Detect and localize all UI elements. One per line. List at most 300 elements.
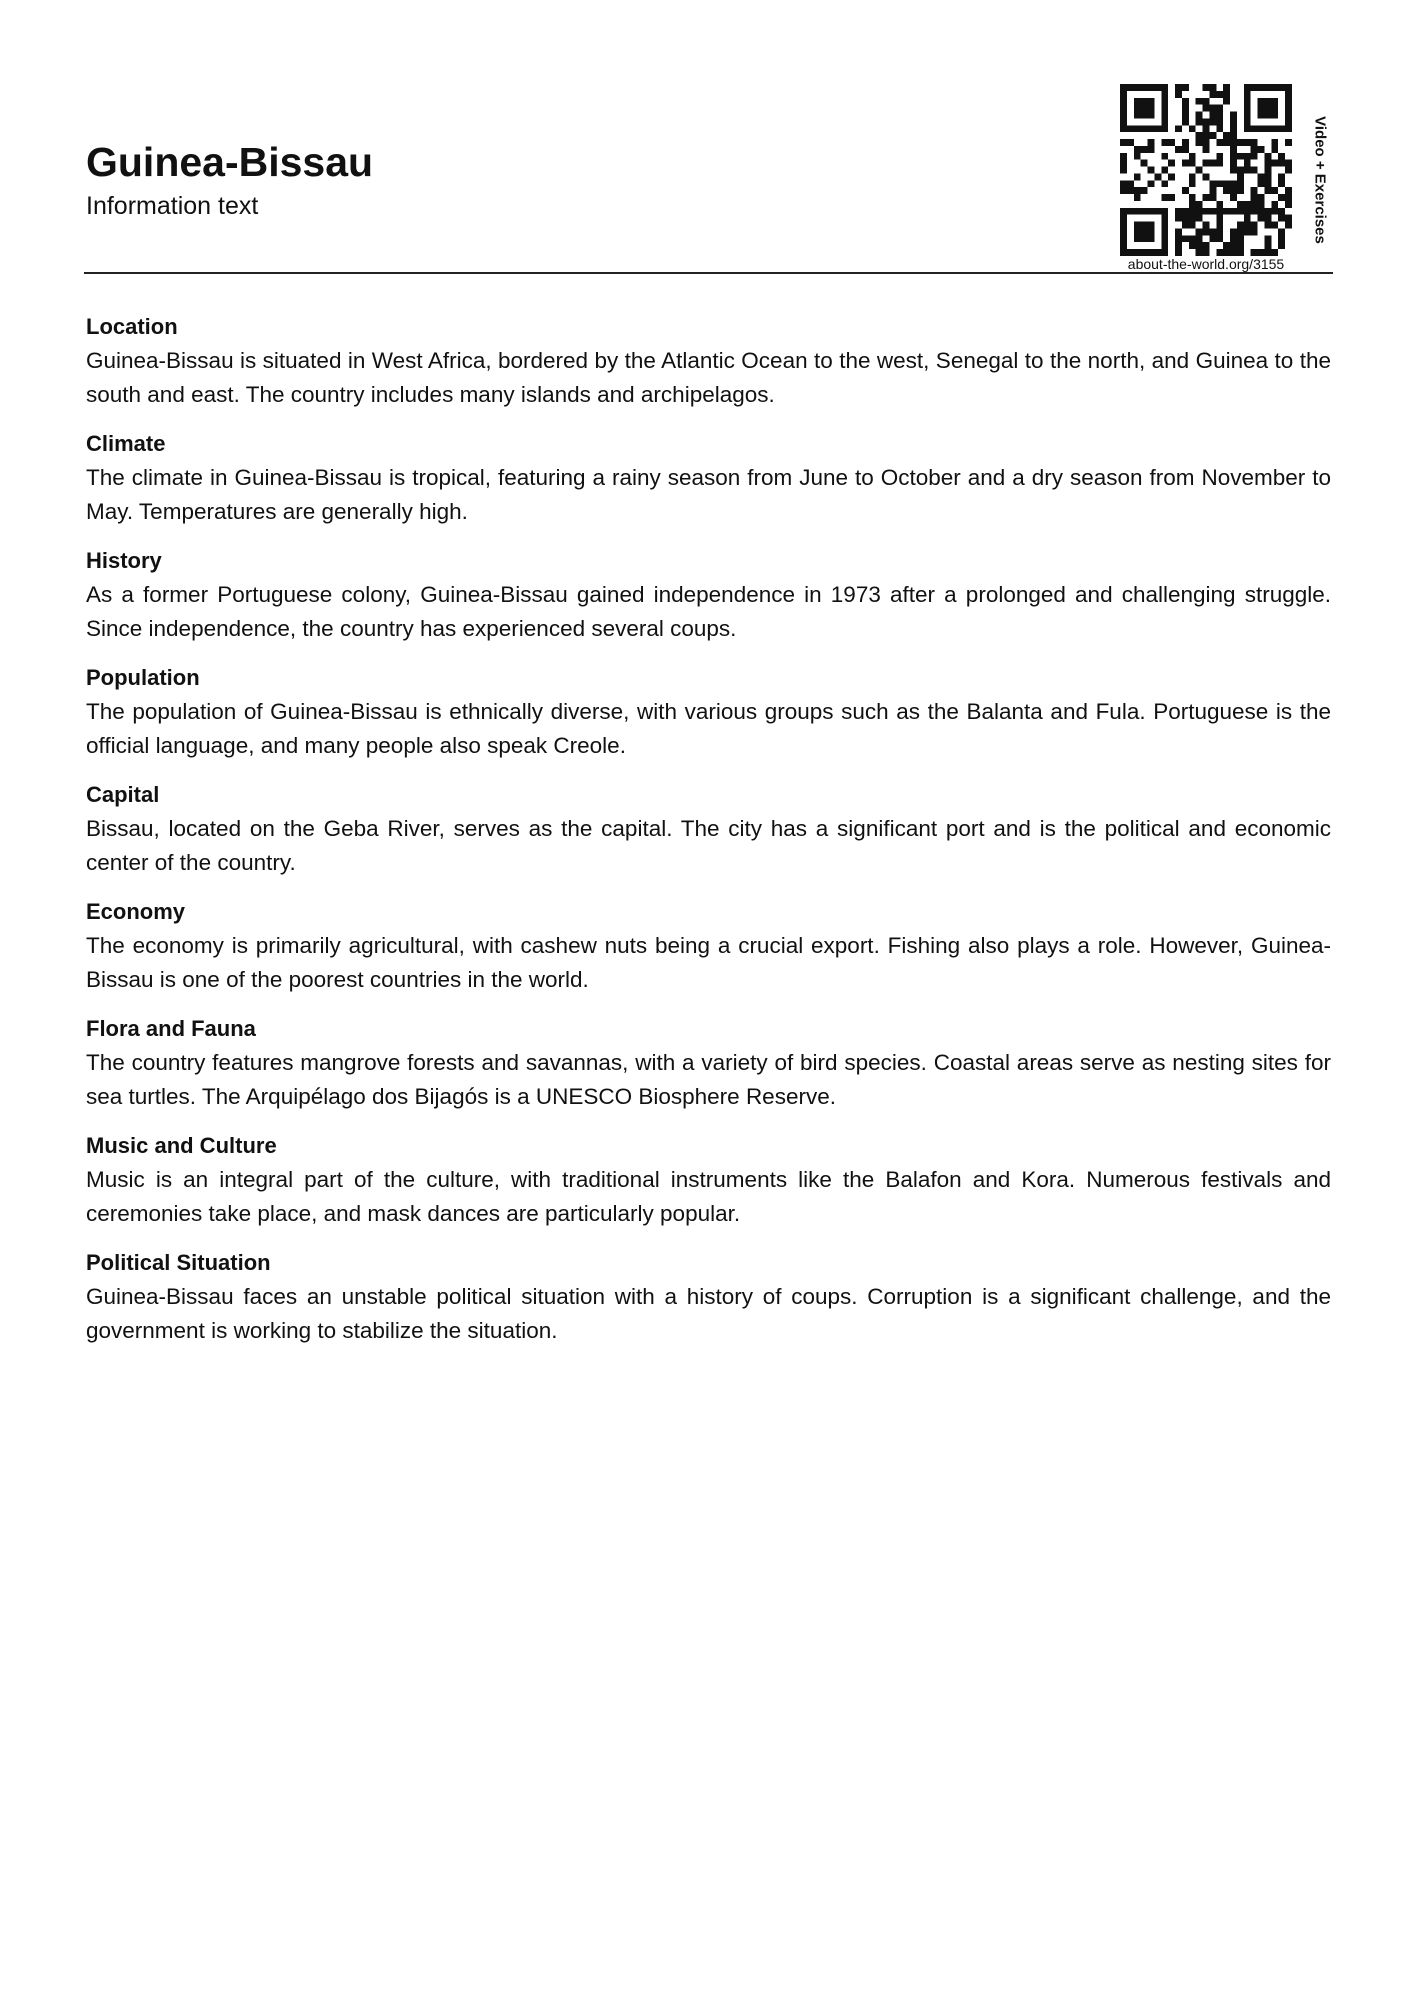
qr-module	[1134, 194, 1141, 201]
qr-module	[1244, 215, 1251, 222]
qr-module	[1251, 146, 1258, 153]
qr-module	[1285, 187, 1292, 194]
qr-module	[1244, 167, 1251, 174]
qr-module	[1196, 201, 1203, 208]
qr-module	[1175, 125, 1182, 132]
qr-module	[1244, 98, 1251, 105]
page-subtitle: Information text	[86, 192, 259, 220]
video-exercises-label	[1310, 100, 1330, 260]
qr-module	[1264, 208, 1271, 215]
section-heading: Capital	[86, 782, 160, 807]
qr-module	[1251, 201, 1258, 208]
qr-module	[1237, 153, 1244, 160]
qr-module	[1120, 118, 1127, 125]
qr-module	[1141, 222, 1148, 229]
qr-module	[1230, 194, 1237, 201]
qr-module	[1258, 201, 1265, 208]
qr-module	[1237, 242, 1244, 249]
qr-module	[1264, 215, 1271, 222]
section-music-and-culture	[86, 1129, 1331, 1231]
qr-module	[1141, 105, 1148, 112]
qr-module	[1230, 153, 1237, 160]
qr-module	[1148, 98, 1155, 105]
qr-module	[1175, 242, 1182, 249]
qr-module	[1237, 167, 1244, 174]
qr-module	[1285, 105, 1292, 112]
qr-module	[1237, 187, 1244, 194]
qr-module	[1120, 242, 1127, 249]
qr-module	[1230, 242, 1237, 249]
qr-module	[1148, 105, 1155, 112]
qr-module	[1251, 167, 1258, 174]
qr-module	[1251, 208, 1258, 215]
qr-module	[1127, 139, 1134, 146]
section-population	[86, 661, 1331, 763]
section-text: The climate in Guinea-Bissau is tropical, featuring a rainy season from June to October and a dry season from November to May. Temperatures are generally high.	[86, 465, 1331, 524]
section-heading: Music and Culture	[86, 1133, 277, 1158]
section-flora-and-fauna	[86, 1012, 1331, 1114]
qr-module	[1148, 228, 1155, 235]
qr-module	[1209, 208, 1216, 215]
qr-module	[1244, 139, 1251, 146]
qr-module	[1203, 105, 1210, 112]
qr-module	[1154, 84, 1161, 91]
qr-module	[1175, 228, 1182, 235]
qr-module	[1120, 160, 1127, 167]
qr-module	[1189, 160, 1196, 167]
qr-module	[1209, 112, 1216, 119]
qr-module	[1230, 139, 1237, 146]
header-divider	[84, 272, 1333, 274]
qr-module	[1264, 98, 1271, 105]
qr-module	[1271, 105, 1278, 112]
qr-module	[1203, 228, 1210, 235]
qr-module	[1271, 208, 1278, 215]
qr-module	[1223, 187, 1230, 194]
qr-module	[1237, 173, 1244, 180]
qr-module	[1264, 112, 1271, 119]
qr-module	[1161, 153, 1168, 160]
section-text: Guinea-Bissau faces an unstable political situation with a history of coups. Corruption is a significant challenge, and the government is working to stabilize the situation.	[86, 1284, 1331, 1343]
qr-module	[1216, 125, 1223, 132]
qr-module	[1278, 194, 1285, 201]
section-text: Music is an integral part of the culture, with traditional instruments like the Balafon and Kora. Numerous festivals and ceremonies take place, and mask dances are particularly popular.	[86, 1167, 1331, 1226]
qr-module	[1189, 173, 1196, 180]
qr-module	[1161, 125, 1168, 132]
qr-module	[1244, 91, 1251, 98]
qr-code-icon[interactable]	[1120, 84, 1292, 256]
qr-module	[1154, 125, 1161, 132]
section-heading: Population	[86, 665, 200, 690]
qr-module	[1161, 167, 1168, 174]
qr-module	[1189, 235, 1196, 242]
qr-module	[1223, 84, 1230, 91]
qr-module	[1203, 160, 1210, 167]
qr-module	[1148, 180, 1155, 187]
qr-module	[1285, 139, 1292, 146]
qr-module	[1134, 146, 1141, 153]
qr-module	[1148, 125, 1155, 132]
qr-module	[1134, 153, 1141, 160]
qr-module	[1285, 125, 1292, 132]
qr-module	[1196, 112, 1203, 119]
qr-module	[1196, 132, 1203, 139]
qr-module	[1148, 235, 1155, 242]
qr-module	[1161, 84, 1168, 91]
qr-module	[1264, 235, 1271, 242]
section-heading: Location	[86, 314, 178, 339]
qr-module	[1182, 187, 1189, 194]
qr-module	[1223, 91, 1230, 98]
qr-module	[1134, 173, 1141, 180]
qr-module	[1285, 112, 1292, 119]
qr-module	[1223, 98, 1230, 105]
video-exercises-text: Video + Exercises	[1311, 116, 1329, 244]
qr-module	[1223, 180, 1230, 187]
qr-module	[1230, 187, 1237, 194]
qr-module	[1203, 118, 1210, 125]
qr-module	[1182, 105, 1189, 112]
qr-module	[1244, 160, 1251, 167]
qr-module	[1258, 180, 1265, 187]
qr-module	[1203, 146, 1210, 153]
qr-module	[1189, 125, 1196, 132]
qr-module	[1237, 235, 1244, 242]
qr-module	[1189, 180, 1196, 187]
qr-module	[1161, 91, 1168, 98]
qr-module	[1244, 84, 1251, 91]
qr-module	[1264, 187, 1271, 194]
qr-module	[1271, 112, 1278, 119]
section-heading: Political Situation	[86, 1250, 271, 1275]
qr-module	[1161, 112, 1168, 119]
qr-module	[1264, 160, 1271, 167]
qr-module	[1230, 118, 1237, 125]
qr-module	[1271, 222, 1278, 229]
qr-module	[1196, 98, 1203, 105]
qr-module	[1141, 98, 1148, 105]
qr-module	[1141, 208, 1148, 215]
qr-module	[1209, 187, 1216, 194]
qr-module	[1271, 125, 1278, 132]
section-text: As a former Portuguese colony, Guinea-Bissau gained independence in 1973 after a prolonged and challenging struggle. Since independence, the country has experienced several coups.	[86, 582, 1331, 641]
qr-module	[1134, 228, 1141, 235]
qr-module	[1141, 125, 1148, 132]
qr-module	[1230, 160, 1237, 167]
qr-module	[1209, 118, 1216, 125]
qr-module	[1127, 180, 1134, 187]
qr-module	[1285, 201, 1292, 208]
section-text: Guinea-Bissau is situated in West Africa, bordered by the Atlantic Ocean to the west, Senegal to the north, and Guinea to the south and east. The country includes many islands and archipelagos.	[86, 348, 1331, 407]
qr-module	[1203, 194, 1210, 201]
qr-module	[1223, 242, 1230, 249]
qr-module	[1258, 173, 1265, 180]
qr-module	[1244, 118, 1251, 125]
qr-module	[1203, 222, 1210, 229]
content	[86, 310, 1331, 1363]
qr-module	[1148, 167, 1155, 174]
qr-module	[1182, 215, 1189, 222]
qr-module	[1134, 222, 1141, 229]
qr-module	[1154, 173, 1161, 180]
qr-module	[1182, 235, 1189, 242]
qr-module	[1209, 132, 1216, 139]
qr-module	[1189, 194, 1196, 201]
qr-module	[1161, 105, 1168, 112]
qr-module	[1196, 242, 1203, 249]
qr-module	[1175, 146, 1182, 153]
qr-module	[1175, 208, 1182, 215]
qr-module	[1285, 215, 1292, 222]
qr-module	[1141, 235, 1148, 242]
qr-module	[1189, 222, 1196, 229]
qr-module	[1161, 228, 1168, 235]
qr-module	[1175, 91, 1182, 98]
qr-module	[1251, 187, 1258, 194]
section-history	[86, 544, 1331, 646]
qr-module	[1264, 173, 1271, 180]
qr-module	[1203, 242, 1210, 249]
qr-module	[1216, 112, 1223, 119]
qr-module	[1278, 235, 1285, 242]
qr-module	[1141, 187, 1148, 194]
qr-module	[1148, 84, 1155, 91]
qr-module	[1278, 125, 1285, 132]
qr-module	[1230, 228, 1237, 235]
qr-module	[1258, 98, 1265, 105]
qr-module	[1127, 84, 1134, 91]
qr-module	[1223, 208, 1230, 215]
qr-module	[1168, 194, 1175, 201]
qr-module	[1223, 139, 1230, 146]
qr-module	[1264, 180, 1271, 187]
qr-module	[1196, 235, 1203, 242]
qr-module	[1230, 125, 1237, 132]
qr-module	[1278, 84, 1285, 91]
qr-module	[1258, 84, 1265, 91]
qr-module	[1271, 160, 1278, 167]
qr-module	[1134, 187, 1141, 194]
qr-module	[1196, 215, 1203, 222]
qr-module	[1203, 139, 1210, 146]
qr-module	[1161, 139, 1168, 146]
qr-module	[1120, 125, 1127, 132]
qr-module	[1216, 222, 1223, 229]
section-heading: Climate	[86, 431, 166, 456]
qr-module	[1161, 222, 1168, 229]
section-heading: Flora and Fauna	[86, 1016, 256, 1041]
qr-module	[1134, 235, 1141, 242]
qr-module	[1237, 228, 1244, 235]
qr-module	[1120, 105, 1127, 112]
qr-module	[1148, 139, 1155, 146]
qr-module	[1196, 228, 1203, 235]
qr-module	[1148, 112, 1155, 119]
qr-module	[1216, 118, 1223, 125]
qr-module	[1161, 98, 1168, 105]
qr-module	[1127, 208, 1134, 215]
qr-module	[1237, 201, 1244, 208]
qr-module	[1182, 139, 1189, 146]
qr-module	[1148, 222, 1155, 229]
qr-module	[1278, 180, 1285, 187]
qr-module	[1251, 194, 1258, 201]
qr-module	[1230, 180, 1237, 187]
qr-module	[1285, 222, 1292, 229]
qr-module	[1216, 208, 1223, 215]
qr-module	[1271, 201, 1278, 208]
qr-module	[1244, 228, 1251, 235]
qr-module	[1230, 132, 1237, 139]
qr-module	[1278, 160, 1285, 167]
qr-module	[1168, 173, 1175, 180]
qr-module	[1264, 84, 1271, 91]
qr-module	[1203, 173, 1210, 180]
qr-module	[1209, 235, 1216, 242]
qr-module	[1285, 98, 1292, 105]
qr-module	[1264, 153, 1271, 160]
qr-module	[1168, 160, 1175, 167]
qr-module	[1189, 242, 1196, 249]
qr-module	[1258, 194, 1265, 201]
qr-module	[1120, 187, 1127, 194]
qr-module	[1278, 173, 1285, 180]
qr-module	[1271, 98, 1278, 105]
qr-module	[1237, 222, 1244, 229]
section-climate	[86, 427, 1331, 529]
qr-module	[1209, 194, 1216, 201]
qr-module	[1271, 187, 1278, 194]
qr-module	[1258, 105, 1265, 112]
qr-module	[1120, 98, 1127, 105]
qr-module	[1244, 153, 1251, 160]
qr-module	[1264, 125, 1271, 132]
qr-module	[1237, 180, 1244, 187]
qr-module	[1148, 208, 1155, 215]
qr-module	[1196, 118, 1203, 125]
qr-module	[1244, 208, 1251, 215]
qr-module	[1216, 235, 1223, 242]
qr-module	[1120, 208, 1127, 215]
qr-module	[1134, 105, 1141, 112]
qr-module	[1120, 153, 1127, 160]
qr-module	[1258, 215, 1265, 222]
section-location	[86, 310, 1331, 412]
qr-module	[1168, 139, 1175, 146]
qr-module	[1278, 228, 1285, 235]
qr-module	[1230, 208, 1237, 215]
qr-module	[1120, 180, 1127, 187]
qr-module	[1209, 105, 1216, 112]
qr-module	[1244, 125, 1251, 132]
qr-module	[1134, 208, 1141, 215]
qr-module	[1189, 215, 1196, 222]
qr-module	[1258, 112, 1265, 119]
qr-module	[1278, 242, 1285, 249]
section-text: Bissau, located on the Geba River, serves as the capital. The city has a significant port and is the political and economic center of the country.	[86, 816, 1331, 875]
qr-module	[1189, 208, 1196, 215]
qr-module	[1258, 146, 1265, 153]
qr-module	[1182, 84, 1189, 91]
qr-module	[1278, 153, 1285, 160]
qr-module	[1189, 153, 1196, 160]
section-text: The population of Guinea-Bissau is ethnically diverse, with various groups such as the Balanta and Fula. Portuguese is the official language, and many people also speak Creole.	[86, 699, 1331, 758]
qr-module	[1223, 132, 1230, 139]
qr-module	[1285, 84, 1292, 91]
qr-module	[1216, 105, 1223, 112]
qr-module	[1196, 208, 1203, 215]
qr-module	[1203, 132, 1210, 139]
qr-module	[1203, 125, 1210, 132]
qr-module	[1285, 118, 1292, 125]
page-title: Guinea-Bissau	[86, 139, 374, 185]
qr-module	[1120, 222, 1127, 229]
qr-module	[1216, 215, 1223, 222]
qr-module	[1264, 222, 1271, 229]
qr-module	[1216, 91, 1223, 98]
qr-module	[1264, 105, 1271, 112]
section-capital	[86, 778, 1331, 880]
qr-url-text: about-the-world.org/3155	[1127, 256, 1285, 272]
qr-module	[1141, 112, 1148, 119]
section-heading: History	[86, 548, 162, 573]
qr-module	[1264, 167, 1271, 174]
qr-module	[1216, 139, 1223, 146]
qr-module	[1189, 201, 1196, 208]
qr-module	[1120, 235, 1127, 242]
qr-module	[1244, 112, 1251, 119]
section-economy	[86, 895, 1331, 997]
qr-module	[1251, 222, 1258, 229]
section-text: The country features mangrove forests and savannas, with a variety of bird species. Coastal areas serve as nesting sites for sea turtles. The Arquipélago dos Bijagós is a UNESCO Biosphere Reserve.	[86, 1050, 1331, 1109]
qr-module	[1203, 208, 1210, 215]
qr-module	[1120, 84, 1127, 91]
qr-module	[1148, 146, 1155, 153]
qr-module	[1251, 84, 1258, 91]
qr-module	[1196, 139, 1203, 146]
qr-module	[1216, 228, 1223, 235]
qr-module	[1203, 98, 1210, 105]
qr-module	[1120, 228, 1127, 235]
qr-module	[1251, 125, 1258, 132]
qr-module	[1141, 84, 1148, 91]
qr-module	[1134, 98, 1141, 105]
qr-module	[1134, 112, 1141, 119]
section-political-situation	[86, 1246, 1331, 1348]
qr-module	[1120, 112, 1127, 119]
qr-module	[1209, 84, 1216, 91]
qr-module	[1182, 222, 1189, 229]
qr-module	[1141, 146, 1148, 153]
qr-module	[1154, 208, 1161, 215]
qr-module	[1182, 208, 1189, 215]
qr-module	[1182, 146, 1189, 153]
qr-module	[1216, 153, 1223, 160]
qr-module	[1216, 160, 1223, 167]
qr-module	[1175, 235, 1182, 242]
qr-module	[1161, 208, 1168, 215]
qr-module	[1244, 105, 1251, 112]
qr-module	[1230, 146, 1237, 153]
qr-module	[1278, 208, 1285, 215]
qr-module	[1127, 187, 1134, 194]
qr-module	[1161, 118, 1168, 125]
qr-module	[1134, 84, 1141, 91]
qr-module	[1258, 208, 1265, 215]
qr-module	[1141, 228, 1148, 235]
qr-module	[1251, 228, 1258, 235]
qr-module	[1209, 160, 1216, 167]
